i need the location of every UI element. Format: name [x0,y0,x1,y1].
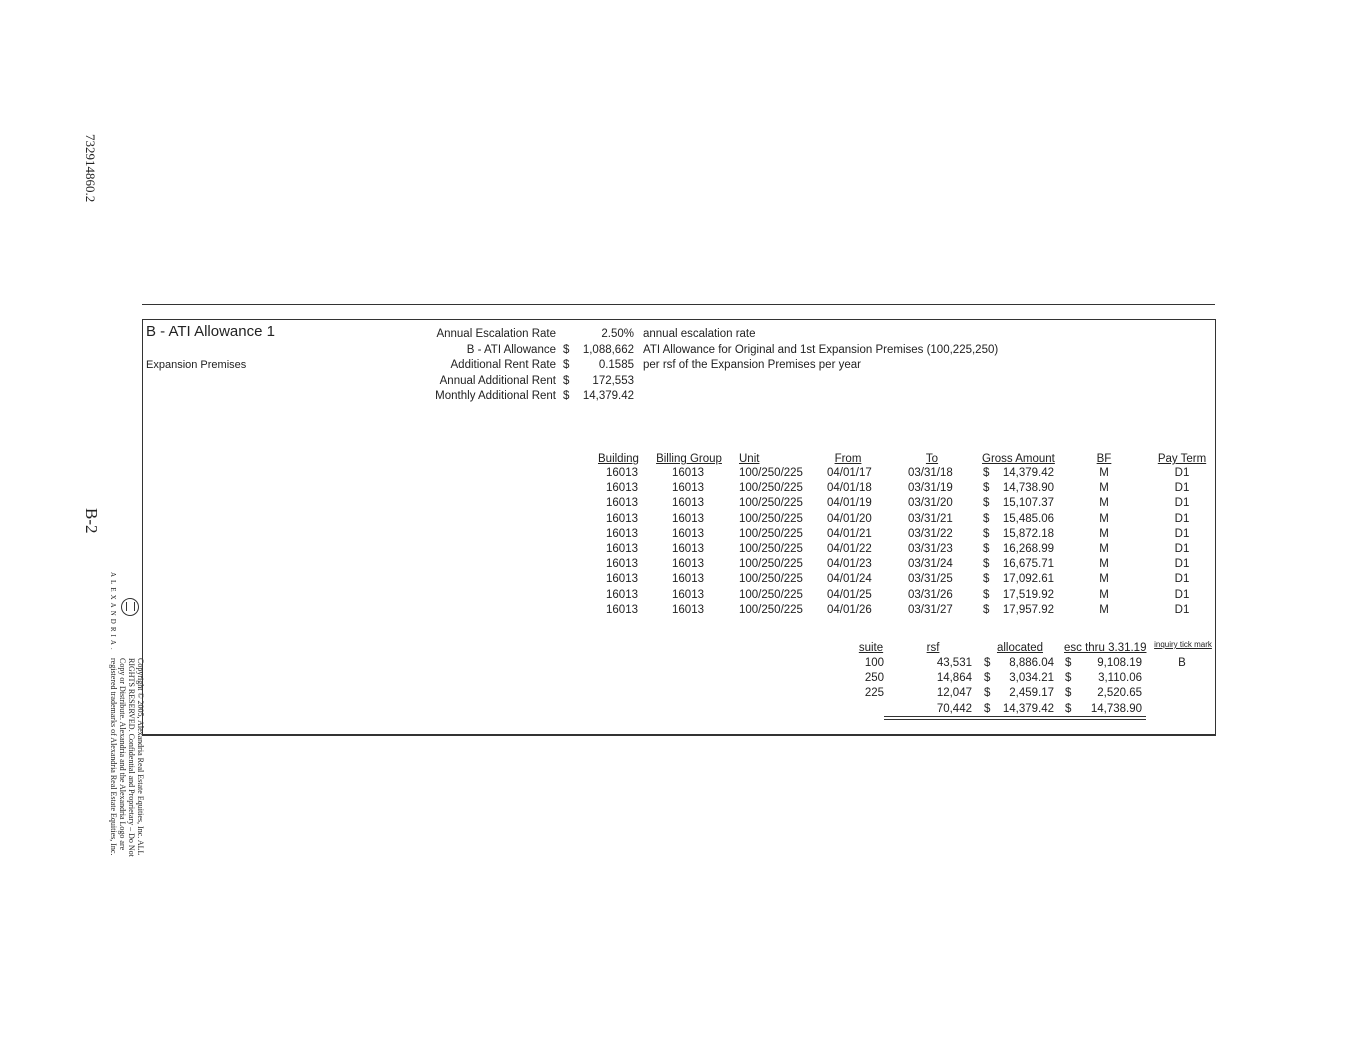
param-dollar: $ [563,343,570,356]
param-value: 172,553 [592,374,634,387]
col-header-from: From [834,453,862,465]
row-to: 03/31/23 [908,543,953,555]
alloc-allocated: 8,886.04 [1009,657,1054,669]
row-dollar: $ [983,527,990,540]
alloc-total-allocated: 14,379.42 [1002,703,1054,715]
row-dollar: $ [983,482,990,495]
row-unit: 100/250/225 [739,573,803,586]
param-label: Annual Escalation Rate [436,328,556,340]
alloc-dollar: $ [1065,657,1072,669]
param-dollar: $ [563,374,570,387]
top-rule [142,304,1215,305]
row-bf: M [1099,588,1109,601]
param-note: per rsf of the Expansion Premises per year [643,359,861,371]
total-double-rule [884,716,1146,720]
row-unit: 100/250/225 [739,467,803,479]
alloc-allocated: 3,034.21 [1009,672,1054,685]
param-value: 0.1585 [598,359,634,371]
alloc-total-esc: 14,738.90 [1090,703,1142,715]
logo-text: ALEXANDRIA. [109,572,117,653]
alloc-esc: 2,520.65 [1097,687,1142,700]
alloc-esc: 3,110.06 [1098,672,1142,685]
param-label: Annual Additional Rent [439,374,556,387]
row-bf: M [1099,467,1109,479]
col-header-gross-amount: Gross Amount [982,453,1055,465]
row-unit: 100/250/225 [739,527,803,540]
alloc-dollar: $ [1065,687,1072,700]
param-label: Additional Rent Rate [450,359,556,371]
row-pay-term: D1 [1174,497,1190,510]
param-label: B - ATI Allowance [466,343,556,356]
row-pay-term: D1 [1174,588,1190,601]
row-dollar: $ [983,512,990,525]
row-unit: 100/250/225 [739,558,803,571]
row-pay-term: D1 [1174,482,1190,495]
row-building: 16013 [606,497,638,510]
param-value: 1,088,662 [582,343,634,356]
row-amount: 14,379.42 [1002,467,1054,479]
row-from: 04/01/24 [827,573,872,586]
row-from: 04/01/26 [827,603,872,616]
row-billing-group: 16013 [672,603,704,616]
row-amount: 15,485.06 [1002,512,1054,525]
row-from: 04/01/17 [827,467,872,479]
alloc-suite: 225 [864,687,884,700]
row-building: 16013 [606,467,638,479]
param-note: ATI Allowance for Original and 1st Expansion Premises (100,225,250) [643,343,999,356]
section-title: B - ATI Allowance 1 [146,323,275,340]
row-building: 16013 [606,603,638,616]
row-billing-group: 16013 [672,558,704,571]
alloc-allocated: 2,459.17 [1009,687,1054,700]
row-billing-group: 16013 [672,512,704,525]
row-dollar: $ [983,497,990,510]
row-unit: 100/250/225 [739,497,803,510]
copyright-line-2: RIGHTS RESERVED. Confidential and Proprietary – Do Not [127,658,136,857]
row-amount: 15,872.18 [1002,527,1054,540]
row-bf: M [1099,603,1109,616]
alloc-header-suite: suite [858,642,884,654]
col-header-bf: BF [1096,453,1112,465]
row-bf: M [1099,482,1109,495]
row-building: 16013 [606,527,638,540]
param-value: 2.50% [601,328,634,340]
row-amount: 17,519.92 [1002,588,1054,601]
alloc-tick: B [1178,657,1186,669]
row-amount: 15,107.37 [1002,497,1054,510]
row-billing-group: 16013 [672,527,704,540]
row-billing-group: 16013 [672,497,704,510]
page-label: B-2 [82,508,101,534]
alloc-dollar: $ [984,657,991,669]
row-from: 04/01/21 [827,527,872,540]
alloc-rsf: 12,047 [936,687,972,700]
row-from: 04/01/23 [827,558,872,571]
row-bf: M [1099,527,1109,540]
copyright-line-3: Copy or Distribute. Alexandria and the Alexandria Logo are [118,658,127,851]
row-building: 16013 [606,512,638,525]
alloc-suite: 250 [864,672,884,685]
row-building: 16013 [606,573,638,586]
alloc-suite: 100 [864,657,884,669]
row-unit: 100/250/225 [739,603,803,616]
row-building: 16013 [606,482,638,495]
alloc-header-tick: inquiry tick mark [1154,640,1212,649]
row-amount: 17,092.61 [1002,573,1054,586]
row-unit: 100/250/225 [739,543,803,555]
copyright-line-4: registered trademarks of Alexandria Real Estate Equities, Inc. [109,658,118,856]
row-pay-term: D1 [1174,543,1190,555]
row-dollar: $ [983,588,990,601]
document-id: 732914860.2 [83,134,98,203]
col-header-building: Building [598,453,639,465]
col-header-unit: Unit [739,453,760,465]
alloc-rsf: 43,531 [936,657,972,669]
alloc-total-dollar: $ [984,703,991,715]
row-dollar: $ [983,467,990,479]
alloc-dollar: $ [984,672,991,685]
row-dollar: $ [983,603,990,616]
param-dollar: $ [563,390,570,402]
row-billing-group: 16013 [672,573,704,586]
alloc-dollar: $ [984,687,991,700]
alloc-rsf: 14,864 [936,672,972,685]
row-to: 03/31/26 [908,588,953,601]
alloc-esc: 9,108.19 [1097,657,1142,669]
row-from: 04/01/18 [827,482,872,495]
param-note: annual escalation rate [643,328,756,340]
row-to: 03/31/18 [908,467,953,479]
col-header-billing-group: Billing Group [656,453,722,465]
row-to: 03/31/27 [908,603,953,616]
alloc-header-rsf: rsf [926,642,940,654]
row-building: 16013 [606,588,638,601]
row-to: 03/31/20 [908,497,953,510]
row-bf: M [1099,558,1109,571]
row-pay-term: D1 [1174,558,1190,571]
row-from: 04/01/19 [827,497,872,510]
row-billing-group: 16013 [672,467,704,479]
row-pay-term: D1 [1174,603,1190,616]
col-header-pay-term: Pay Term [1157,453,1207,465]
row-amount: 16,675.71 [1002,558,1054,571]
alexandria-logo-icon [121,598,139,616]
col-header-to: To [925,453,939,465]
row-pay-term: D1 [1174,512,1190,525]
section-subtitle: Expansion Premises [146,359,247,371]
row-to: 03/31/19 [908,482,953,495]
alloc-header-esc: esc thru 3.31.19 [1064,642,1147,654]
row-dollar: $ [983,543,990,555]
param-value: 14,379.42 [582,390,634,402]
alloc-total-dollar: $ [1065,703,1072,715]
alloc-total-rsf: 70,442 [936,703,972,715]
row-amount: 14,738.90 [1002,482,1054,495]
row-pay-term: D1 [1174,467,1190,479]
row-unit: 100/250/225 [739,588,803,601]
row-dollar: $ [983,573,990,586]
row-pay-term: D1 [1174,573,1190,586]
row-from: 04/01/25 [827,588,872,601]
row-from: 04/01/22 [827,543,872,555]
row-to: 03/31/25 [908,573,953,586]
row-bf: M [1099,512,1109,525]
row-billing-group: 16013 [672,543,704,555]
alloc-dollar: $ [1065,672,1072,685]
row-bf: M [1099,497,1109,510]
row-to: 03/31/22 [908,527,953,540]
row-unit: 100/250/225 [739,512,803,525]
row-building: 16013 [606,558,638,571]
row-to: 03/31/24 [908,558,953,571]
row-unit: 100/250/225 [739,482,803,495]
row-amount: 16,268.99 [1002,543,1054,555]
alloc-header-allocated: allocated [996,642,1044,654]
param-dollar: $ [563,359,570,371]
row-from: 04/01/20 [827,512,872,525]
row-pay-term: D1 [1174,527,1190,540]
row-bf: M [1099,573,1109,586]
row-billing-group: 16013 [672,588,704,601]
row-to: 03/31/21 [908,512,953,525]
row-bf: M [1099,543,1109,555]
row-amount: 17,957.92 [1002,603,1054,616]
copyright-line-1: Copyright © 2005, Alexandria Real Estate Equities, Inc. ALL [136,658,145,856]
param-label: Monthly Additional Rent [435,390,556,402]
row-billing-group: 16013 [672,482,704,495]
row-building: 16013 [606,543,638,555]
row-dollar: $ [983,558,990,571]
